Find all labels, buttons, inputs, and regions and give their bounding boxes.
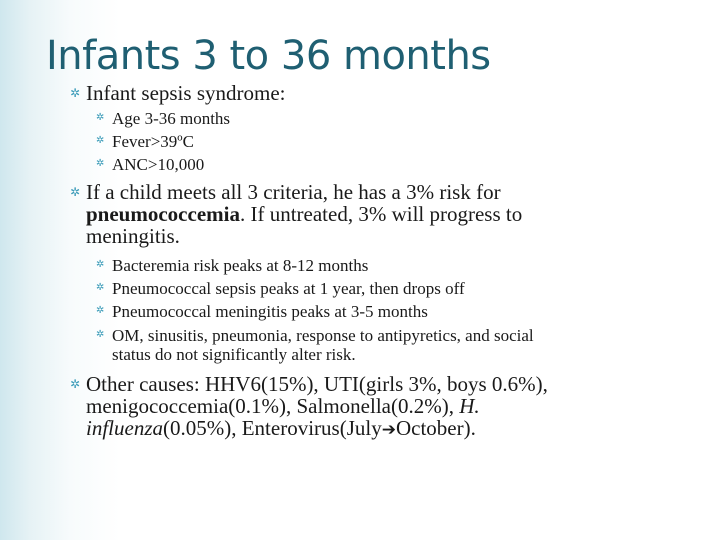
arrow-right-icon: ➔ [381, 420, 396, 440]
bullet-text-line3: meningitis. [86, 224, 180, 248]
sub-bullet-text: Fever>39ºC [112, 132, 194, 151]
italic-term: H. [459, 394, 480, 418]
italic-term: influenza [86, 416, 163, 440]
slide-title: Infants 3 to 36 months [46, 33, 491, 79]
bullet-text-line3 [86, 417, 476, 441]
bullet-text-line1: Other causes: HHV6(15%), UTI(girls 3%, boys 0.6%), [86, 372, 548, 396]
bullet-text-line2 [86, 203, 522, 225]
bullet-icon: ✲ [96, 112, 105, 123]
bold-term: pneumococcemia [86, 202, 240, 226]
sub-bullet-text: Pneumococcal sepsis peaks at 1 year, then drops off [112, 279, 465, 298]
text-span: (0.05%), Enterovirus(July [163, 416, 382, 440]
bullet-text-line2 [86, 395, 480, 417]
bullet-icon: ✲ [70, 86, 81, 100]
bullet-icon: ✲ [96, 329, 105, 340]
sub-bullet-text: ANC>10,000 [112, 155, 205, 174]
bullet-text-line1: If a child meets all 3 criteria, he has a 3% risk for [86, 180, 501, 204]
text-span: October). [395, 416, 476, 440]
bullet-icon: ✲ [96, 158, 105, 169]
bullet-icon: ✲ [96, 259, 105, 270]
sub-bullet-text: Pneumococcal meningitis peaks at 3-5 months [112, 302, 428, 321]
sub-bullet-text-line2: status do not significantly alter risk. [112, 345, 356, 364]
sub-bullet-text: Bacteremia risk peaks at 8-12 months [112, 256, 369, 275]
bullet-text: Infant sepsis syndrome: [86, 81, 286, 105]
bullet-icon: ✲ [96, 305, 105, 316]
bullet-icon: ✲ [70, 377, 81, 391]
text-span: menigococcemia(0.1%), Salmonella(0.2%), [86, 394, 460, 418]
text-span: . If untreated, 3% will progress to [239, 202, 523, 226]
bullet-icon: ✲ [70, 185, 81, 199]
bullet-icon: ✲ [96, 282, 105, 293]
sub-bullet-text-line1: OM, sinusitis, pneumonia, response to antipyretics, and social [112, 326, 534, 345]
bullet-icon: ✲ [96, 135, 105, 146]
sub-bullet-text: Age 3-36 months [112, 109, 231, 128]
